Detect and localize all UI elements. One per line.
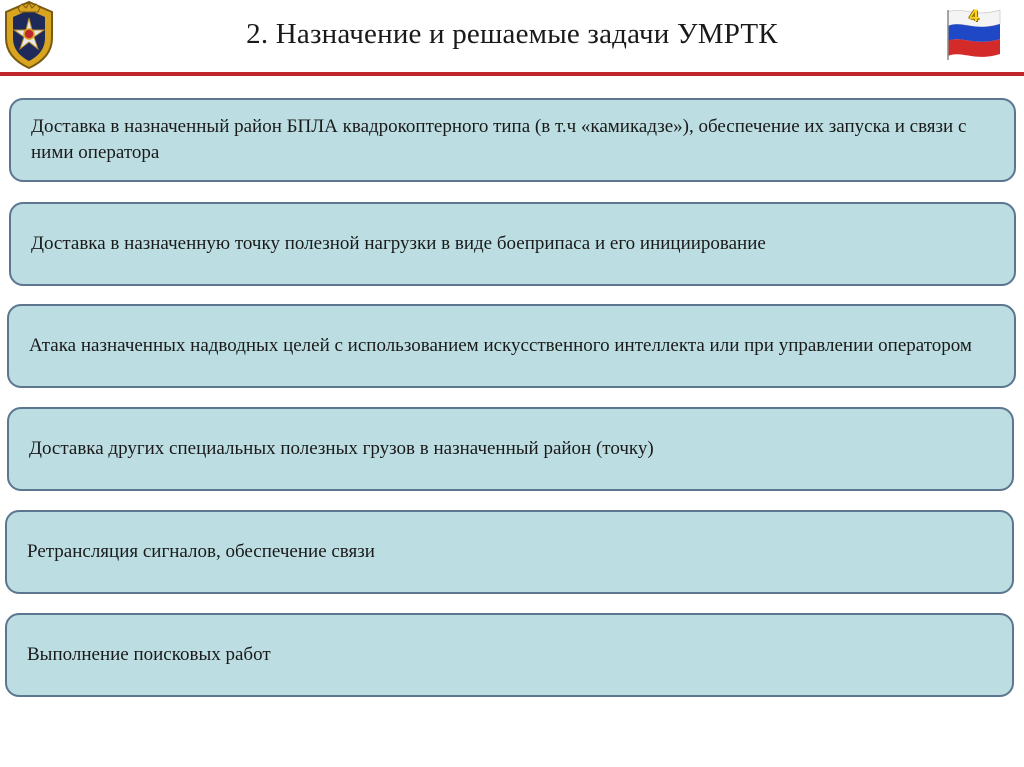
task-box bbox=[9, 98, 1016, 182]
task-text: Выполнение поисковых работ bbox=[27, 644, 271, 666]
header-divider bbox=[0, 72, 1024, 76]
task-text: Атака назначенных надводных целей с использованием искусственного интеллекта или при управлении оператором bbox=[29, 335, 972, 357]
slide-header bbox=[0, 0, 1024, 76]
task-box bbox=[7, 304, 1016, 388]
task-box bbox=[5, 510, 1014, 594]
task-text: Доставка в назначенный район БПЛА квадрокоптерного типа (в т.ч «камикадзе»), обеспечение их запуска и связи с ними оператора bbox=[31, 116, 967, 163]
task-box bbox=[9, 202, 1016, 286]
task-text: Ретрансляция сигналов, обеспечение связи bbox=[27, 541, 375, 563]
slide-number: 4 bbox=[969, 6, 979, 25]
task-text: Доставка других специальных полезных грузов в назначенный район (точку) bbox=[29, 438, 654, 460]
task-box bbox=[5, 613, 1014, 697]
page-title: 2. Назначение и решаемые задачи УМРТК bbox=[246, 18, 778, 50]
task-box bbox=[7, 407, 1014, 491]
task-text: Доставка в назначенную точку полезной нагрузки в виде боеприпаса и его инициирование bbox=[31, 233, 766, 255]
